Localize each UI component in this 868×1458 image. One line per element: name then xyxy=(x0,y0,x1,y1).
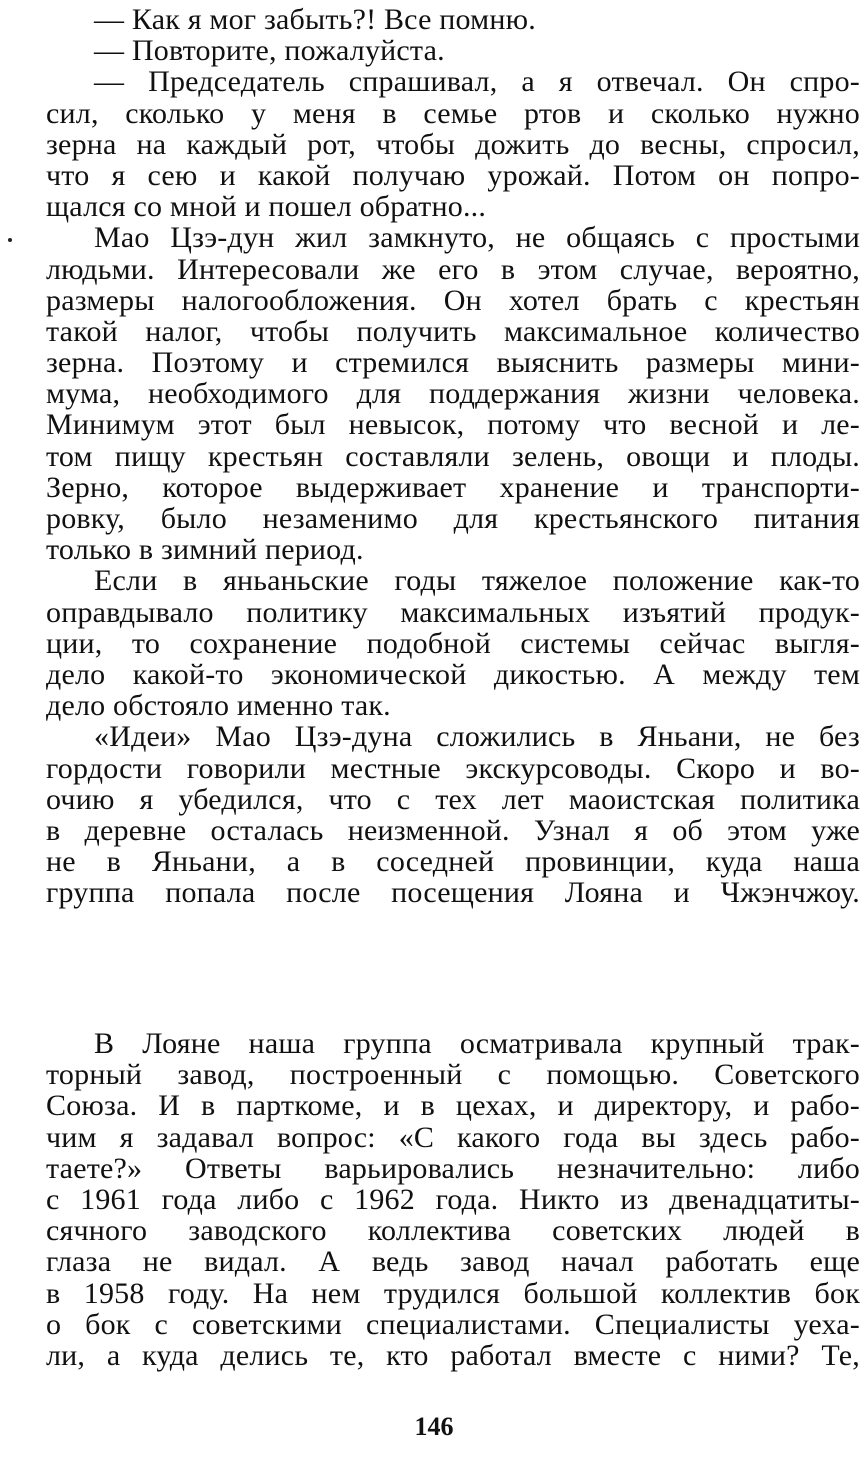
text-block-lower xyxy=(46,1028,860,1371)
text-line: — Повторите, пожалуйста. xyxy=(94,34,445,68)
text-line: что я сею и какой получаю урожай. Потом он попро- xyxy=(46,158,860,192)
margin-mark xyxy=(8,238,12,242)
text-line: щался со мной и пошел обратно... xyxy=(46,190,487,224)
text-line: таете?» Ответы варьировались незначительно: либо xyxy=(46,1151,860,1185)
text-line: людьми. Интересовали же его в этом случае, вероятно, xyxy=(46,252,860,286)
text-line: глаза не видал. А ведь завод начал работать еще xyxy=(46,1245,860,1279)
text-line: чим я задавал вопрос: «С какого года вы здесь рабо- xyxy=(46,1120,860,1154)
text-line: Мао Цзэ-дун жил замкнуто, не общаясь с простыми xyxy=(94,221,860,255)
text-line: Если в яньаньские годы тяжелое положение как-то xyxy=(94,564,860,598)
text-line: ли, а куда делись те, кто работал вместе с ними? Те, xyxy=(46,1338,860,1372)
text-line: дело обстояло именно так. xyxy=(46,689,391,723)
text-line: том пищу крестьян составляли зелень, овощи и плоды. xyxy=(46,439,860,473)
text-line: «Идеи» Мао Цзэ-дуна сложились в Яньани, не без xyxy=(94,720,860,754)
text-line: Зерно, которое выдерживает хранение и транспорти- xyxy=(46,470,860,504)
text-line: сячного заводского коллектива советских людей в xyxy=(46,1214,860,1248)
text-line: очию я убедился, что с тех лет маоистская политика xyxy=(46,782,860,816)
text-line: в 1958 году. На нем трудился большой коллектив бок xyxy=(46,1276,860,1310)
text-line: группа попала после посещения Лояна и Чжэнчжоу. xyxy=(46,876,860,910)
text-line: ции, то сохранение подобной системы сейчас выгля- xyxy=(46,626,860,660)
text-line: такой налог, чтобы получить максимальное количество xyxy=(46,314,860,348)
text-line: размеры налогообложения. Он хотел брать с крестьян xyxy=(46,283,860,317)
text-line: мума, необходимого для поддержания жизни человека. xyxy=(46,377,860,411)
text-line: с 1961 года либо с 1962 года. Никто из двенадцатиты- xyxy=(46,1182,860,1216)
text-line: зерна. Поэтому и стремился выяснить размеры мини- xyxy=(46,346,860,380)
text-line: ровку, было незаменимо для крестьянского питания xyxy=(46,502,860,535)
text-line: о бок с советскими специалистами. Специалисты уеха- xyxy=(46,1307,860,1341)
text-line: Союза. И в парткоме, и в цехах, и директору, и рабо- xyxy=(46,1089,860,1123)
text-line: не в Яньани, а в соседней провинции, куда наша xyxy=(46,845,860,879)
text-line: — Председатель спрашивал, а я отвечал. Он спро- xyxy=(94,65,860,99)
text-line: только в зимний период. xyxy=(46,533,364,567)
text-line: Минимум этот был невысок, потому что весной и ле- xyxy=(46,408,860,442)
text-line: оправдывало политику максимальных изъятий продук- xyxy=(46,595,860,629)
text-line: торный завод, построенный с помощью. Советского xyxy=(46,1058,860,1092)
text-line: В Лояне наша группа осматривала крупный трак- xyxy=(94,1027,860,1060)
text-line: гордости говорили местные экскурсоводы. Скоро и во- xyxy=(46,751,860,785)
page-number: 146 xyxy=(414,1412,454,1441)
text-line: дело какой-то экономической дикостью. А между тем xyxy=(46,657,860,691)
text-line: в деревне осталась неизменной. Узнал я об этом уже xyxy=(46,813,860,847)
text-line: сил, сколько у меня в семье ртов и сколько нужно xyxy=(46,96,860,130)
text-block-upper xyxy=(46,4,860,908)
text-line: зерна на каждый рот, чтобы дожить до весны, спросил, xyxy=(46,127,860,161)
text-line: — Как я мог забыть?! Все помню. xyxy=(94,3,536,36)
